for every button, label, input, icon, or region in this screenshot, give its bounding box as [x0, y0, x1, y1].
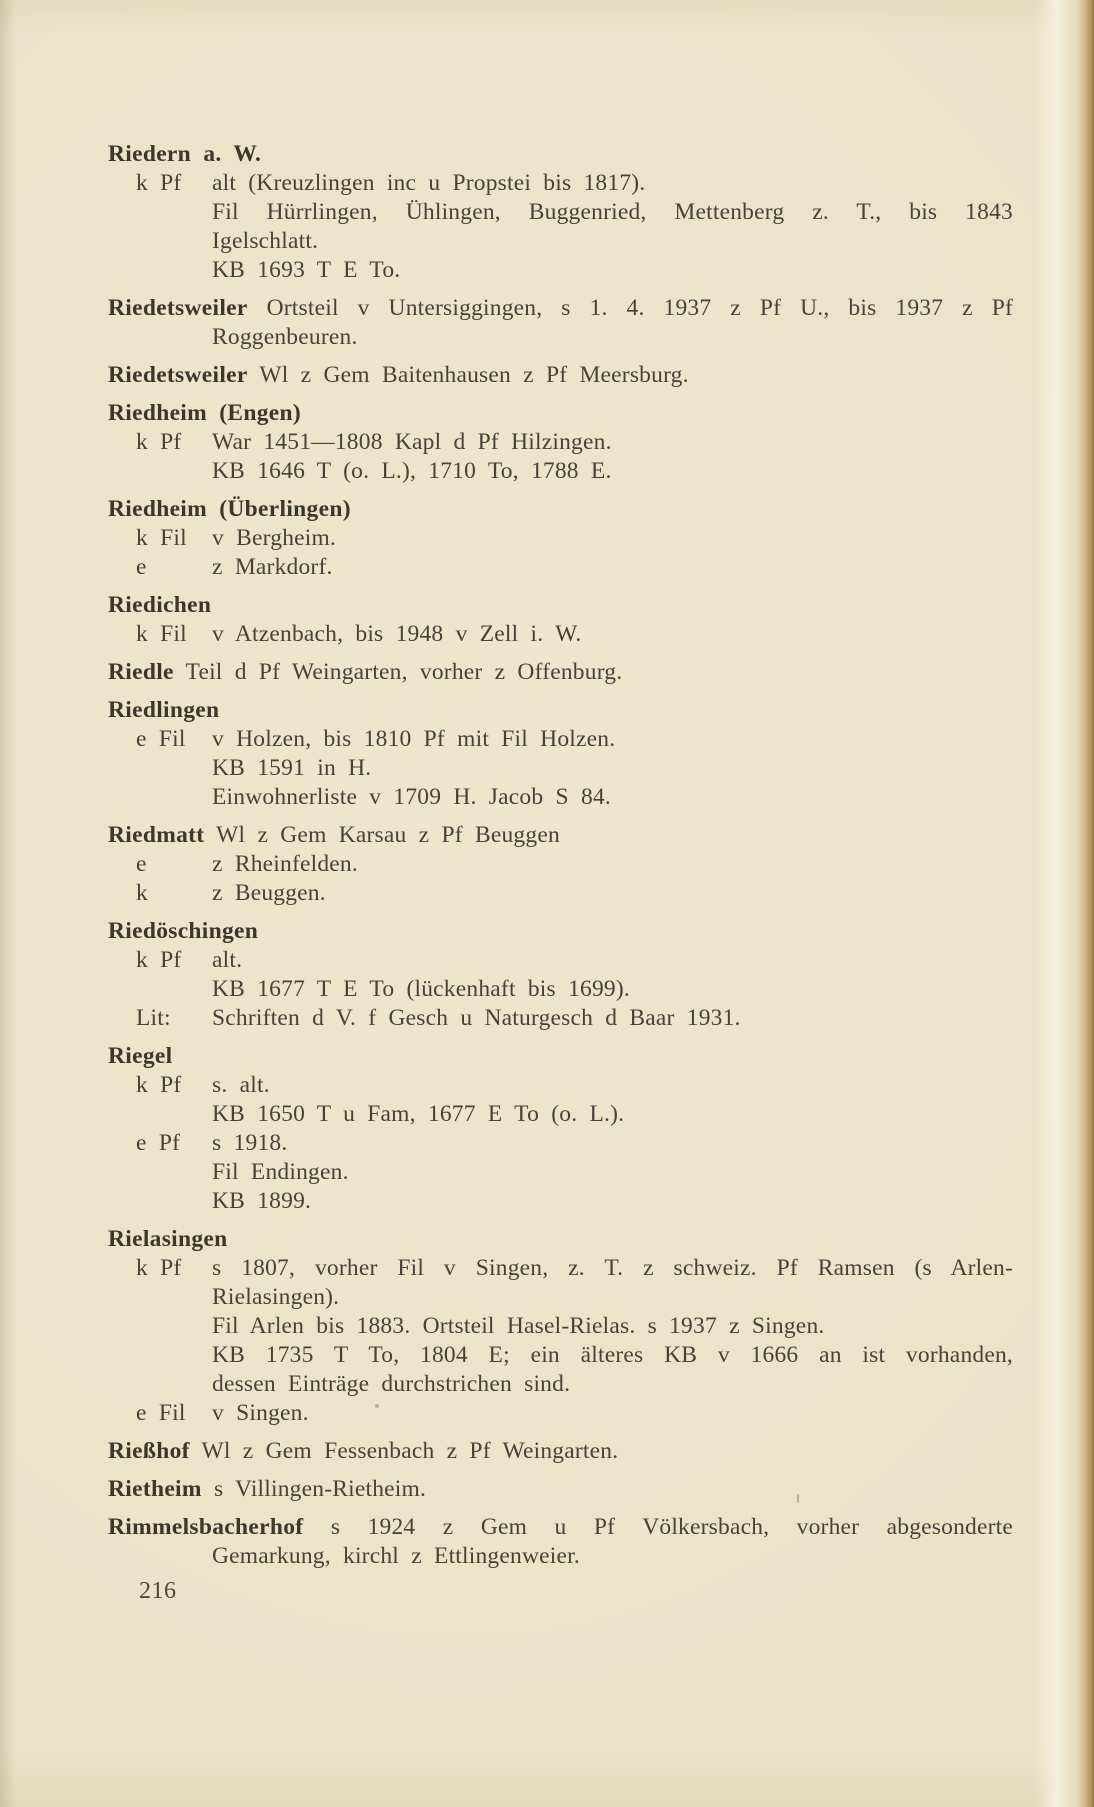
entry [108, 1437, 1013, 1466]
entry [108, 1513, 1013, 1571]
entry-head-line [108, 1225, 1013, 1254]
entry-row [108, 1004, 1013, 1033]
entry-row-line: v Singen. [212, 1400, 309, 1426]
entry-row-lines [212, 1071, 1013, 1129]
entry-head-line [108, 140, 1013, 169]
entry-headword: Rießhof [108, 1438, 190, 1464]
entry-row-line: Rielasingen). [212, 1284, 340, 1310]
entry-row-lines [212, 1129, 1013, 1216]
entry-row-line: KB 1646 T (o. L.), 1710 To, 1788 E. [212, 458, 612, 484]
entry-headword: Riedern a. W. [108, 141, 262, 167]
entry [108, 1225, 1013, 1428]
entry-row [108, 428, 1013, 486]
page-number: 216 [139, 1578, 177, 1604]
entry-head-line [108, 1437, 1013, 1466]
entry-head-line [108, 1475, 1013, 1504]
entry-inline-text: s 1924 z Gem u Pf Völkersbach, vorher abgesonderte [330, 1514, 1013, 1540]
scan-speck [375, 1404, 379, 1408]
entry-row [108, 850, 1013, 879]
entry [108, 696, 1013, 812]
entry [108, 658, 1013, 687]
entry-headword: Rietheim [108, 1476, 202, 1502]
entry-headword: Riedlingen [108, 697, 220, 723]
entry [108, 917, 1013, 1033]
entry-head-line [108, 294, 1013, 323]
entry-row [108, 620, 1013, 649]
entry-row-label: k Pf [136, 1072, 182, 1098]
entry-headword: Riedichen [108, 592, 212, 618]
entry-row-line: alt. [212, 947, 243, 973]
entry-row-line: Fil Hürrlingen, Ühlingen, Buggenried, Mettenberg z. T., bis 1843 [212, 199, 1013, 225]
entry-row-line: z Markdorf. [212, 554, 333, 580]
entry-row-label: Lit: [136, 1005, 171, 1031]
entry-row-label: e Pf [136, 1130, 181, 1156]
entry-row [108, 879, 1013, 908]
entry-headword: Riedheim (Engen) [108, 400, 302, 426]
entry-inline-text: Teil d Pf Weingarten, vorher z Offenburg. [185, 659, 623, 685]
entry-row-line: KB 1693 T E To. [212, 257, 401, 283]
entry [108, 399, 1013, 486]
entry-headword: Rimmelsbacherhof [108, 1514, 304, 1540]
entry-row [108, 169, 1013, 285]
entry-row-label: k Pf [136, 170, 182, 196]
entry-row-line: Fil Arlen bis 1883. Ortsteil Hasel-Rielas. s 1937 z Singen. [212, 1313, 825, 1339]
entry-row-line: s 1807, vorher Fil v Singen, z. T. z schweiz. Pf Ramsen (s Arlen- [212, 1255, 1013, 1281]
entry-row-line: Einwohnerliste v 1709 H. Jacob S 84. [212, 784, 611, 810]
entry-head-line [108, 591, 1013, 620]
entry-headword: Riedetsweiler [108, 362, 248, 388]
entry-row-label: e [136, 851, 147, 877]
entry [108, 1475, 1013, 1504]
entry-row [108, 553, 1013, 582]
entry-row-lines [212, 620, 1013, 649]
gazetteer-entries [108, 140, 1013, 1580]
entry-head-line [108, 399, 1013, 428]
entry-row-label: e [136, 554, 147, 580]
entry-row-line: z Rheinfelden. [212, 851, 358, 877]
entry-row-line: s 1918. [212, 1130, 288, 1156]
entry-row-line: dessen Einträge durchstrichen sind. [212, 1371, 571, 1397]
entry-inline-text: Wl z Gem Baitenhausen z Pf Meersburg. [259, 362, 689, 388]
entry-row-line: Igelschlatt. [212, 228, 319, 254]
entry [108, 294, 1013, 352]
entry-row-line: KB 1591 in H. [212, 755, 372, 781]
entry-row-line: alt (Kreuzlingen inc u Propstei bis 1817). [212, 170, 646, 196]
entry-row-label: e Fil [136, 726, 186, 752]
entry-row-lines [212, 1004, 1013, 1033]
entry-row-line: v Bergheim. [212, 525, 337, 551]
entry-headword: Riegel [108, 1043, 173, 1069]
entry-head-line [108, 1513, 1013, 1542]
entry-row-label: k [136, 880, 148, 906]
entry-row-label: k Pf [136, 429, 182, 455]
scan-speck [797, 1494, 799, 1503]
entry-headword: Riedöschingen [108, 918, 259, 944]
entry-row-label: k Fil [136, 621, 187, 647]
entry-row-line: z Beuggen. [212, 880, 326, 906]
entry-head-line [108, 658, 1013, 687]
entry-headword: Riedmatt [108, 822, 205, 848]
entry-inline-text: Wl z Gem Fessenbach z Pf Weingarten. [201, 1438, 619, 1464]
page-right-edge [1034, 0, 1094, 1807]
entry-row [108, 725, 1013, 812]
entry-headword: Riedle [108, 659, 174, 685]
entry-headword: Riedetsweiler [108, 295, 248, 321]
entry-row-lines [212, 725, 1013, 812]
entry-inline-text: s Villingen-Rietheim. [213, 1476, 427, 1502]
entry-row [108, 1071, 1013, 1129]
entry-continuation-line: Gemarkung, kirchl z Ettlingenweier. [212, 1543, 580, 1569]
entry [108, 821, 1013, 908]
entry [108, 361, 1013, 390]
entry-row-lines [212, 850, 1013, 879]
entry-head-line [108, 917, 1013, 946]
entry-row-label: k Fil [136, 525, 187, 551]
entry-head-line [108, 821, 1013, 850]
entry-continuation-line: Roggenbeuren. [212, 324, 358, 350]
entry-head-line [108, 361, 1013, 390]
entry-row-label: k Pf [136, 947, 182, 973]
entry-inline-text: Wl z Gem Karsau z Pf Beuggen [216, 822, 560, 848]
entry-row-lines [212, 879, 1013, 908]
entry-row-line: v Holzen, bis 1810 Pf mit Fil Holzen. [212, 726, 616, 752]
entry-row-line: v Atzenbach, bis 1948 v Zell i. W. [212, 621, 582, 647]
entry [108, 140, 1013, 285]
entry [108, 591, 1013, 649]
entry-row-line: War 1451—1808 Kapl d Pf Hilzingen. [212, 429, 612, 455]
entry-row-line: Fil Endingen. [212, 1159, 349, 1185]
entry-row-line: KB 1677 T E To (lückenhaft bis 1699). [212, 976, 630, 1002]
entry-row-line: KB 1650 T u Fam, 1677 E To (o. L.). [212, 1101, 625, 1127]
entry-row [108, 1399, 1013, 1428]
entry-row [108, 1254, 1013, 1399]
entry-row-lines [212, 1254, 1013, 1399]
entry-row [108, 524, 1013, 553]
entry [108, 1042, 1013, 1216]
entry-row-lines [212, 428, 1013, 486]
entry-row-label: k Pf [136, 1255, 182, 1281]
entry-row-line: Schriften d V. f Gesch u Naturgesch d Baar 1931. [212, 1005, 741, 1031]
entry-headword: Riedheim (Überlingen) [108, 496, 351, 522]
entry-row-label: e Fil [136, 1400, 186, 1426]
entry-head-line [108, 1042, 1013, 1071]
entry-inline-text: Ortsteil v Untersiggingen, s 1. 4. 1937 z Pf U., bis 1937 z Pf [266, 295, 1014, 321]
entry-row-lines [212, 553, 1013, 582]
entry-row-lines [212, 946, 1013, 1004]
entry-headword: Rielasingen [108, 1226, 228, 1252]
page-left-edge-shadow [0, 0, 16, 1807]
entry-row-line: s. alt. [212, 1072, 270, 1098]
entry-row [108, 946, 1013, 1004]
entry-row-lines [212, 524, 1013, 553]
entry-head-line [108, 495, 1013, 524]
entry-row-lines [212, 169, 1013, 285]
entry-head-line [108, 696, 1013, 725]
entry-row-line: KB 1735 T To, 1804 E; ein älteres KB v 1666 an ist vorhanden, [212, 1342, 1013, 1368]
entry-row-line: KB 1899. [212, 1188, 312, 1214]
entry-row [108, 1129, 1013, 1216]
entry-row-lines [212, 1399, 1013, 1428]
entry [108, 495, 1013, 582]
